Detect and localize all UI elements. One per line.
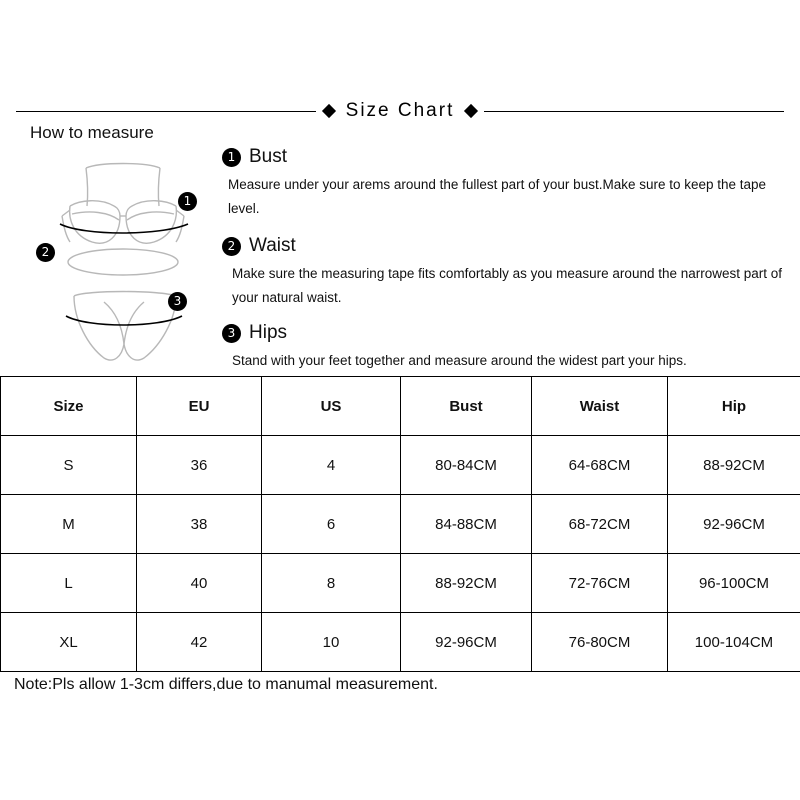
figure-marker-1: 1 xyxy=(178,192,197,211)
diamond-bullet-right-icon xyxy=(464,104,478,118)
table-cell: 68-72CM xyxy=(532,495,668,554)
table-header-cell: Waist xyxy=(532,377,668,436)
page-title: Size Chart xyxy=(345,100,455,121)
table-cell: 80-84CM xyxy=(401,436,532,495)
measurement-note: Note:Pls allow 1-3cm differs,due to manumal measurement. xyxy=(14,676,438,693)
table-cell: 100-104CM xyxy=(668,613,800,672)
table-cell: 36 xyxy=(137,436,262,495)
table-cell: 10 xyxy=(262,613,401,672)
section-waist-header xyxy=(222,234,788,258)
size-table-wrap xyxy=(0,376,800,672)
table-cell: 4 xyxy=(262,436,401,495)
table-cell: XL xyxy=(1,613,137,672)
table-header-cell: US xyxy=(262,377,401,436)
section-hips-badge: 3 xyxy=(222,324,241,343)
table-cell: 76-80CM xyxy=(532,613,668,672)
table-cell: 72-76CM xyxy=(532,554,668,613)
section-hips-header xyxy=(222,321,788,345)
figure-marker-2: 2 xyxy=(36,243,55,262)
title-rule-right xyxy=(484,111,784,112)
table-row xyxy=(1,495,800,554)
table-row xyxy=(1,436,800,495)
table-cell: 40 xyxy=(137,554,262,613)
table-cell: 64-68CM xyxy=(532,436,668,495)
table-cell: 88-92CM xyxy=(668,436,800,495)
section-waist-body: Make sure the measuring tape fits comfortably as you measure around the narrowest part of your natural waist. xyxy=(232,266,783,305)
section-bust-header xyxy=(222,145,784,169)
table-cell: S xyxy=(1,436,137,495)
table-cell: 6 xyxy=(262,495,401,554)
lingerie-line-drawing-icon xyxy=(30,150,210,365)
table-header-cell: Hip xyxy=(668,377,800,436)
section-waist xyxy=(222,234,788,309)
section-hips-title: Hips xyxy=(249,322,288,343)
section-waist-badge: 2 xyxy=(222,237,241,256)
section-bust-title: Bust xyxy=(249,146,288,167)
table-cell: 38 xyxy=(137,495,262,554)
table-row xyxy=(1,554,800,613)
diamond-bullet-left-icon xyxy=(322,104,336,118)
figure-marker-3: 3 xyxy=(168,292,187,311)
section-bust xyxy=(222,145,784,220)
table-cell: 92-96CM xyxy=(401,613,532,672)
table-header-cell: Size xyxy=(1,377,137,436)
section-bust-body: Measure under your arems around the fullest part of your bust.Make sure to keep the tape level. xyxy=(228,177,767,216)
size-table xyxy=(0,376,800,672)
table-cell: 42 xyxy=(137,613,262,672)
table-cell: 8 xyxy=(262,554,401,613)
table-header-cell: EU xyxy=(137,377,262,436)
page-title-row xyxy=(0,98,800,124)
table-row xyxy=(1,613,800,672)
section-hips-body: Stand with your feet together and measure around the widest part your hips. xyxy=(232,353,687,368)
table-cell: 88-92CM xyxy=(401,554,532,613)
measurement-figure-illustration xyxy=(30,150,210,365)
section-hips xyxy=(222,321,788,373)
table-cell: 96-100CM xyxy=(668,554,800,613)
table-header-row xyxy=(1,377,800,436)
how-to-measure-label: How to measure xyxy=(30,123,154,142)
table-cell: 84-88CM xyxy=(401,495,532,554)
title-rule-left xyxy=(16,111,316,112)
table-cell: 92-96CM xyxy=(668,495,800,554)
table-cell: L xyxy=(1,554,137,613)
section-bust-badge: 1 xyxy=(222,148,241,167)
table-header-cell: Bust xyxy=(401,377,532,436)
section-waist-title: Waist xyxy=(249,235,296,256)
table-cell: M xyxy=(1,495,137,554)
